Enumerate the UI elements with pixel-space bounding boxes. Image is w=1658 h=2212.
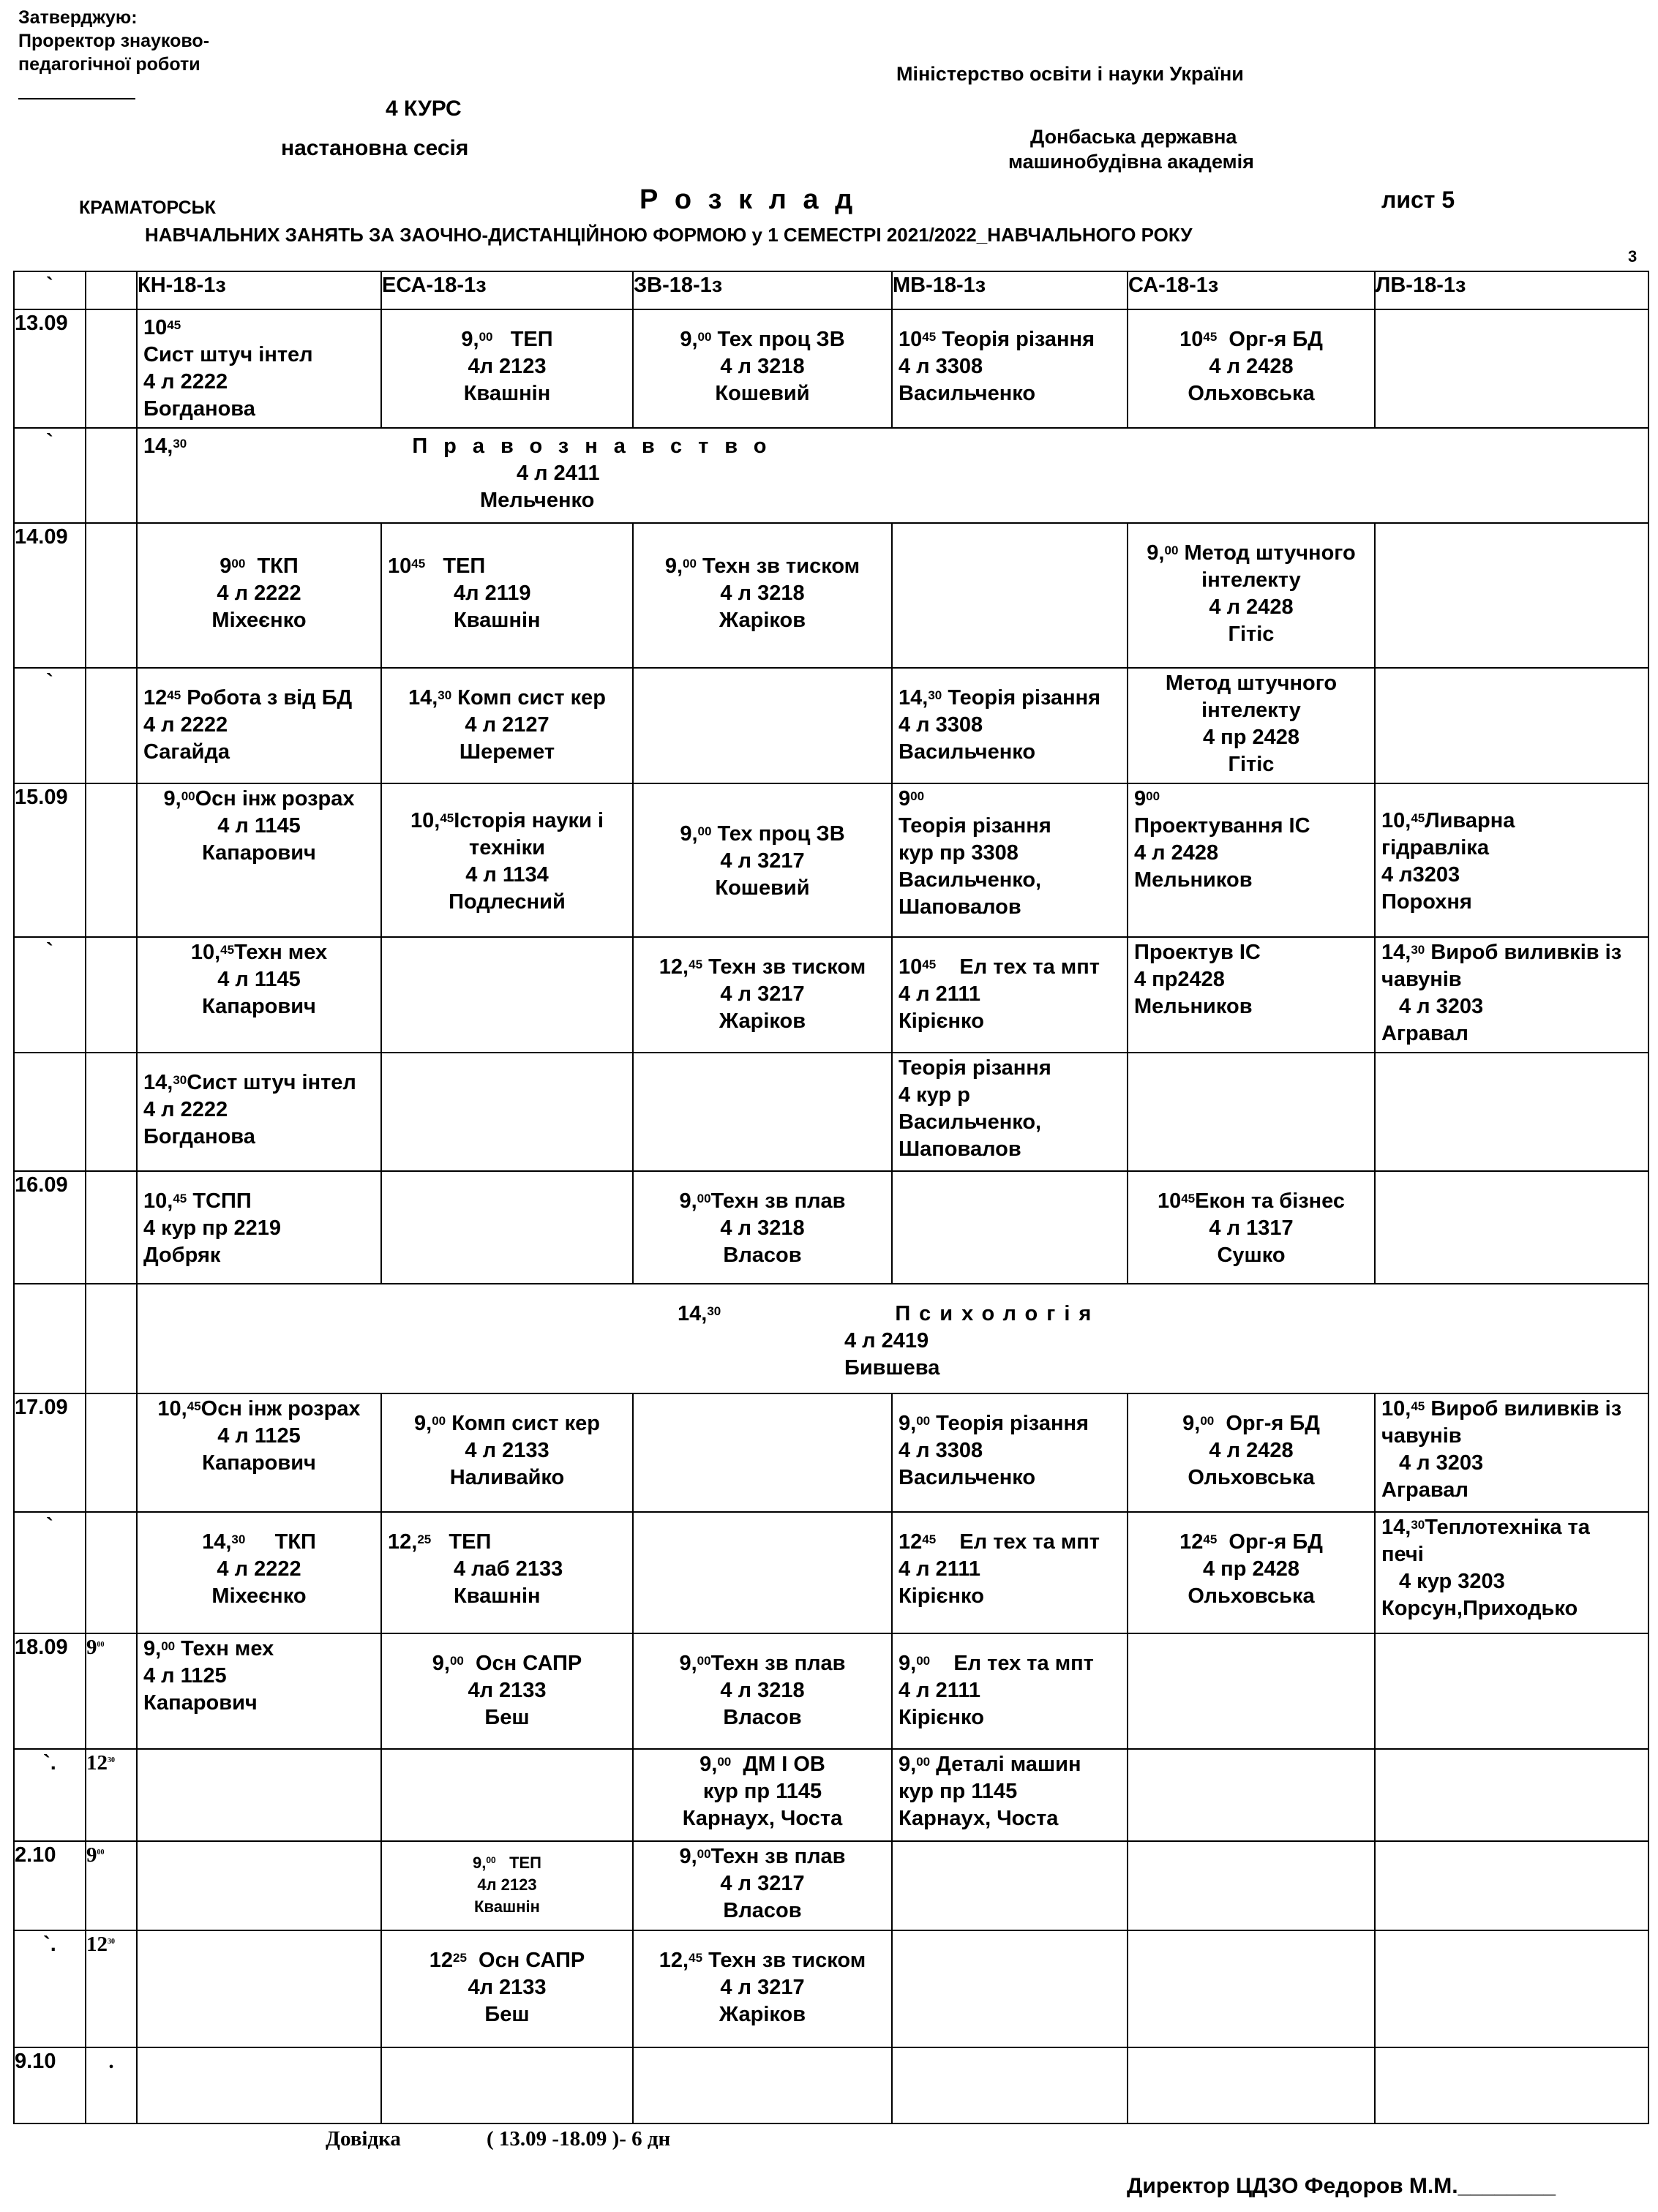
city-label: КРАМАТОРСЬК bbox=[79, 198, 216, 218]
row-15-09-c bbox=[14, 1053, 1648, 1171]
lesson-cell bbox=[137, 1841, 381, 1930]
date-cell: ` bbox=[14, 1512, 86, 1633]
lesson-cell bbox=[381, 1749, 633, 1841]
row-09-10 bbox=[14, 2047, 1648, 2123]
date-cell: ` bbox=[14, 428, 86, 523]
lesson-cell bbox=[633, 1393, 892, 1512]
lecture-merged-cell: 14,30 Психологія 4 л 2419 Бившева bbox=[137, 1284, 1648, 1393]
lesson-cell: $10^{45}Екон$ та бізнес 4 л 1317 Сушко bbox=[1128, 1171, 1375, 1284]
row-02-10-b bbox=[14, 1930, 1648, 2047]
lesson-cell: Проектув ІС 4 пр2428 Мельников bbox=[1128, 937, 1375, 1053]
page-number: 3 bbox=[1628, 247, 1638, 266]
note-label: Довідка bbox=[326, 2127, 401, 2151]
lesson-cell: 9,00 Ел тех та мпт 4 л 2111 Кірієнко bbox=[892, 1633, 1128, 1749]
lesson-cell bbox=[137, 1749, 381, 1841]
date-cell bbox=[14, 1053, 86, 1171]
lesson-cell: 9,00Техн зв плав 4 л 3217 Власов bbox=[633, 1841, 892, 1930]
ministry-label: Міністерство освіти і науки України bbox=[896, 63, 1244, 85]
session-label: настановна сесія bbox=[281, 136, 469, 160]
time-cell bbox=[86, 309, 137, 428]
group-sa: СА-18-1з bbox=[1128, 271, 1375, 309]
row-17-09-b bbox=[14, 1512, 1648, 1633]
group-zv: ЗВ-18-1з bbox=[633, 271, 892, 309]
time-cell bbox=[86, 1512, 137, 1633]
row-02-10-a bbox=[14, 1841, 1648, 1930]
lesson-cell bbox=[1375, 1749, 1648, 1841]
approve-line-1: Затверджую: bbox=[18, 7, 138, 28]
date-cell: ` bbox=[14, 668, 86, 783]
lesson-cell: 9,00 Комп сист кер 4 л 2133 Наливайко bbox=[381, 1393, 633, 1512]
lesson-cell: 9,00 Техн мех 4 л 1125 Капарович bbox=[137, 1633, 381, 1749]
row-17-09-a bbox=[14, 1393, 1648, 1512]
group-header-row bbox=[14, 271, 1648, 309]
lesson-cell: 9,00 Теорія різання 4 л 3308 Васильченко bbox=[892, 1393, 1128, 1512]
lesson-cell bbox=[633, 1512, 892, 1633]
date-cell: `. bbox=[14, 1930, 86, 2047]
lesson-cell bbox=[1375, 1841, 1648, 1930]
lesson-cell bbox=[1128, 1841, 1375, 1930]
lesson-cell bbox=[1375, 2047, 1648, 2123]
date-cell: 14.09 bbox=[14, 523, 86, 668]
director-signature: Директор ЦДЗО Федоров М.М.________ bbox=[1127, 2174, 1556, 2198]
time-cell: $12^{30}$ bbox=[86, 1930, 137, 2047]
row-18-09-b bbox=[14, 1749, 1648, 1841]
approve-signature-line bbox=[18, 76, 135, 99]
lesson-cell bbox=[1375, 309, 1648, 428]
lesson-cell: $10^{45}$ Теорія різання 4 л 3308 Васильченко bbox=[892, 309, 1128, 428]
lesson-cell bbox=[1375, 668, 1648, 783]
lesson-cell: 9,00 Деталі машин кур пр 1145 Карнаух, Чоста bbox=[892, 1749, 1128, 1841]
row-14-09-b bbox=[14, 668, 1648, 783]
time-cell bbox=[86, 1284, 137, 1393]
lesson-cell: $9^{00}$ Теорія різання кур пр 3308 Васильченко, Шаповалов bbox=[892, 783, 1128, 937]
row-16-09-b bbox=[14, 1284, 1648, 1393]
time-cell bbox=[86, 523, 137, 668]
time-cell: $9^{00}$ bbox=[86, 1633, 137, 1749]
subtitle: НАВЧАЛЬНИХ ЗАНЯТЬ ЗА ЗАОЧНО-ДИСТАНЦІЙНОЮ ФОРМОЮ у 1 СЕМЕСТРІ 2021/2022_НАВЧАЛЬНОГО РОКУ bbox=[145, 224, 1193, 246]
lesson-cell: 14,30Теплотехніка та печі 4 кур 3203 Корсун,Приходько bbox=[1375, 1512, 1648, 1633]
lesson-cell bbox=[381, 1171, 633, 1284]
approve-line-3: педагогічної роботи bbox=[18, 54, 200, 75]
lesson-cell bbox=[381, 2047, 633, 2123]
group-lv: ЛВ-18-1з bbox=[1375, 271, 1648, 309]
date-cell bbox=[14, 1284, 86, 1393]
lesson-cell: 10,45Ливарна гідравліка 4 л3203 Порохня bbox=[1375, 783, 1648, 937]
lesson-cell: 12,45 Техн зв тиском 4 л 3217 Жаріков bbox=[633, 937, 892, 1053]
lesson-cell: 10,45 ТСПП 4 кур пр 2219 Добряк bbox=[137, 1171, 381, 1284]
time-cell bbox=[86, 1171, 137, 1284]
lesson-cell: Теорія різання 4 кур р Васильченко, Шаповалов bbox=[892, 1053, 1128, 1171]
lesson-cell: 10,45Осн інж розрах 4 л 1125 Капарович bbox=[137, 1393, 381, 1512]
lesson-cell bbox=[1375, 1171, 1648, 1284]
lesson-cell: 14,30 ТКП 4 л 2222 Міхеєнко bbox=[137, 1512, 381, 1633]
schedule-table bbox=[13, 271, 1649, 2124]
row-16-09-a bbox=[14, 1171, 1648, 1284]
note-value: ( 13.09 -18.09 )- 6 дн bbox=[487, 2127, 671, 2151]
time-cell: $12^{30}$ bbox=[86, 1749, 137, 1841]
lesson-cell bbox=[1128, 1053, 1375, 1171]
lesson-cell bbox=[892, 2047, 1128, 2123]
lesson-cell: 14,30 Комп сист кер 4 л 2127 Шеремет bbox=[381, 668, 633, 783]
lesson-cell: 9,00Осн інж розрах 4 л 1145 Капарович bbox=[137, 783, 381, 937]
time-cell bbox=[86, 783, 137, 937]
lesson-cell bbox=[1375, 1053, 1648, 1171]
academy-line-2: машинобудівна академія bbox=[1008, 151, 1254, 173]
course-label: 4 КУРС bbox=[386, 97, 462, 121]
lesson-cell: $10^{45}$ Орг-я БД 4 л 2428 Ольховська bbox=[1128, 309, 1375, 428]
lesson-cell: $12^{25}$ Осн САПР 4л 2133 Беш bbox=[381, 1930, 633, 2047]
lesson-cell: $9^{00}$ ТКП 4 л 2222 Міхеєнко bbox=[137, 523, 381, 668]
sheet-label: лист 5 bbox=[1381, 187, 1455, 213]
lesson-cell: $9^{00}$ Проектування ІС 4 л 2428 Мельников bbox=[1128, 783, 1375, 937]
lesson-cell: $12^{45}$ Ел тех та мпт 4 л 2111 Кірієнко bbox=[892, 1512, 1128, 1633]
lesson-cell: 14,30Сист штуч інтел 4 л 2222 Богданова bbox=[137, 1053, 381, 1171]
date-cell: ` bbox=[14, 937, 86, 1053]
lesson-cell: $10^{45}$ Ел тех та мпт 4 л 2111 Кірієнко bbox=[892, 937, 1128, 1053]
group-esa: ЕСА-18-1з bbox=[381, 271, 633, 309]
date-cell: 9.10 bbox=[14, 2047, 86, 2123]
lesson-cell: 14,30 Вироб виливків із чавунів 4 л 3203 Агравал bbox=[1375, 937, 1648, 1053]
time-cell bbox=[86, 428, 137, 523]
row-13-09-a bbox=[14, 309, 1648, 428]
time-cell: $9^{00}$ bbox=[86, 1841, 137, 1930]
lesson-cell: 9,00 Тех проц ЗВ 4 л 3218 Кошевий bbox=[633, 309, 892, 428]
lesson-cell: 9,00 Техн зв тиском 4 л 3218 Жаріков bbox=[633, 523, 892, 668]
lesson-cell bbox=[633, 1053, 892, 1171]
row-15-09-b bbox=[14, 937, 1648, 1053]
lesson-cell bbox=[381, 937, 633, 1053]
group-kn: КН-18-1з bbox=[137, 271, 381, 309]
lesson-cell: 9,00 Осн САПР 4л 2133 Беш bbox=[381, 1633, 633, 1749]
lesson-cell: 9,00Техн зв плав 4 л 3218 Власов bbox=[633, 1633, 892, 1749]
date-cell: 15.09 bbox=[14, 783, 86, 937]
time-cell bbox=[86, 1053, 137, 1171]
lesson-cell bbox=[633, 668, 892, 783]
time-cell: . bbox=[86, 2047, 137, 2123]
group-mv: МВ-18-1з bbox=[892, 271, 1128, 309]
lesson-cell: 12,25 ТЕП 4 лаб 2133 Квашнін bbox=[381, 1512, 633, 1633]
date-cell: 2.10 bbox=[14, 1841, 86, 1930]
lecture-merged-cell: 14,30 Правознавство 4 л 2411 Мельченко bbox=[137, 428, 1648, 523]
lesson-cell: $12^{45}$ Робота з від БД 4 л 2222 Сагайда bbox=[137, 668, 381, 783]
date-cell: 16.09 bbox=[14, 1171, 86, 1284]
lesson-cell bbox=[892, 1930, 1128, 2047]
schedule-title: Р о з к л а д bbox=[639, 184, 858, 215]
lesson-cell: $12^{45}$ Орг-я БД 4 пр 2428 Ольховська bbox=[1128, 1512, 1375, 1633]
lesson-cell bbox=[1128, 1633, 1375, 1749]
approve-line-2: Проректор знауково- bbox=[18, 31, 210, 51]
date-cell: 18.09 bbox=[14, 1633, 86, 1749]
academy-line-1: Донбаська державна bbox=[1030, 126, 1237, 148]
row-18-09-a bbox=[14, 1633, 1648, 1749]
lesson-cell bbox=[1128, 1930, 1375, 2047]
lesson-cell: $10^{45}$ ТЕП 4л 2119 Квашнін bbox=[381, 523, 633, 668]
lesson-cell bbox=[633, 2047, 892, 2123]
lesson-cell bbox=[1375, 1930, 1648, 2047]
lesson-cell: 10,45Техн мех 4 л 1145 Капарович bbox=[137, 937, 381, 1053]
lesson-cell: 9,00 ДМ І ОВ кур пр 1145 Карнаух, Чоста bbox=[633, 1749, 892, 1841]
lesson-cell: 9,00 Орг-я БД 4 л 2428 Ольховська bbox=[1128, 1393, 1375, 1512]
lesson-cell bbox=[1375, 523, 1648, 668]
lesson-cell bbox=[381, 1053, 633, 1171]
date-cell: `. bbox=[14, 1749, 86, 1841]
date-cell: 17.09 bbox=[14, 1393, 86, 1512]
lesson-cell bbox=[1128, 2047, 1375, 2123]
lesson-cell bbox=[1128, 1749, 1375, 1841]
lesson-cell: 9,00 ТЕП 4л 2123 Квашнін bbox=[381, 309, 633, 428]
approval-block bbox=[18, 6, 209, 99]
lesson-cell: 9,00 Метод штучного інтелекту 4 л 2428 Гітіс bbox=[1128, 523, 1375, 668]
lesson-cell: 9,00 Тех проц ЗВ 4 л 3217 Кошевий bbox=[633, 783, 892, 937]
lesson-cell bbox=[137, 2047, 381, 2123]
row-14-09-a bbox=[14, 523, 1648, 668]
time-cell bbox=[86, 1393, 137, 1512]
row-15-09-a bbox=[14, 783, 1648, 937]
lesson-cell: 9,00 ТЕП 4л 2123 Квашнін bbox=[381, 1841, 633, 1930]
lesson-cell: 10,45 Вироб виливків із чавунів 4 л 3203 Агравал bbox=[1375, 1393, 1648, 1512]
lesson-cell: Метод штучного інтелекту 4 пр 2428 Гітіс bbox=[1128, 668, 1375, 783]
lesson-cell bbox=[137, 1930, 381, 2047]
lesson-cell: 9,00Техн зв плав 4 л 3218 Власов bbox=[633, 1171, 892, 1284]
corner-time-cell bbox=[86, 271, 137, 309]
lesson-cell bbox=[1375, 1633, 1648, 1749]
lesson-cell bbox=[892, 1841, 1128, 1930]
lesson-cell bbox=[892, 523, 1128, 668]
time-cell bbox=[86, 668, 137, 783]
corner-cell: ` bbox=[14, 271, 86, 309]
lesson-cell: 10,45Історія науки і техніки 4 л 1134 Подлесний bbox=[381, 783, 633, 937]
date-cell: 13.09 bbox=[14, 309, 86, 428]
lesson-cell bbox=[892, 1171, 1128, 1284]
time-cell bbox=[86, 937, 137, 1053]
lesson-cell: $10^{45}$ Сист штуч інтел 4 л 2222 Богданова bbox=[137, 309, 381, 428]
lesson-cell: 14,30 Теорія різання 4 л 3308 Васильченко bbox=[892, 668, 1128, 783]
row-13-09-b bbox=[14, 428, 1648, 523]
lesson-cell: 12,45 Техн зв тиском 4 л 3217 Жаріков bbox=[633, 1930, 892, 2047]
